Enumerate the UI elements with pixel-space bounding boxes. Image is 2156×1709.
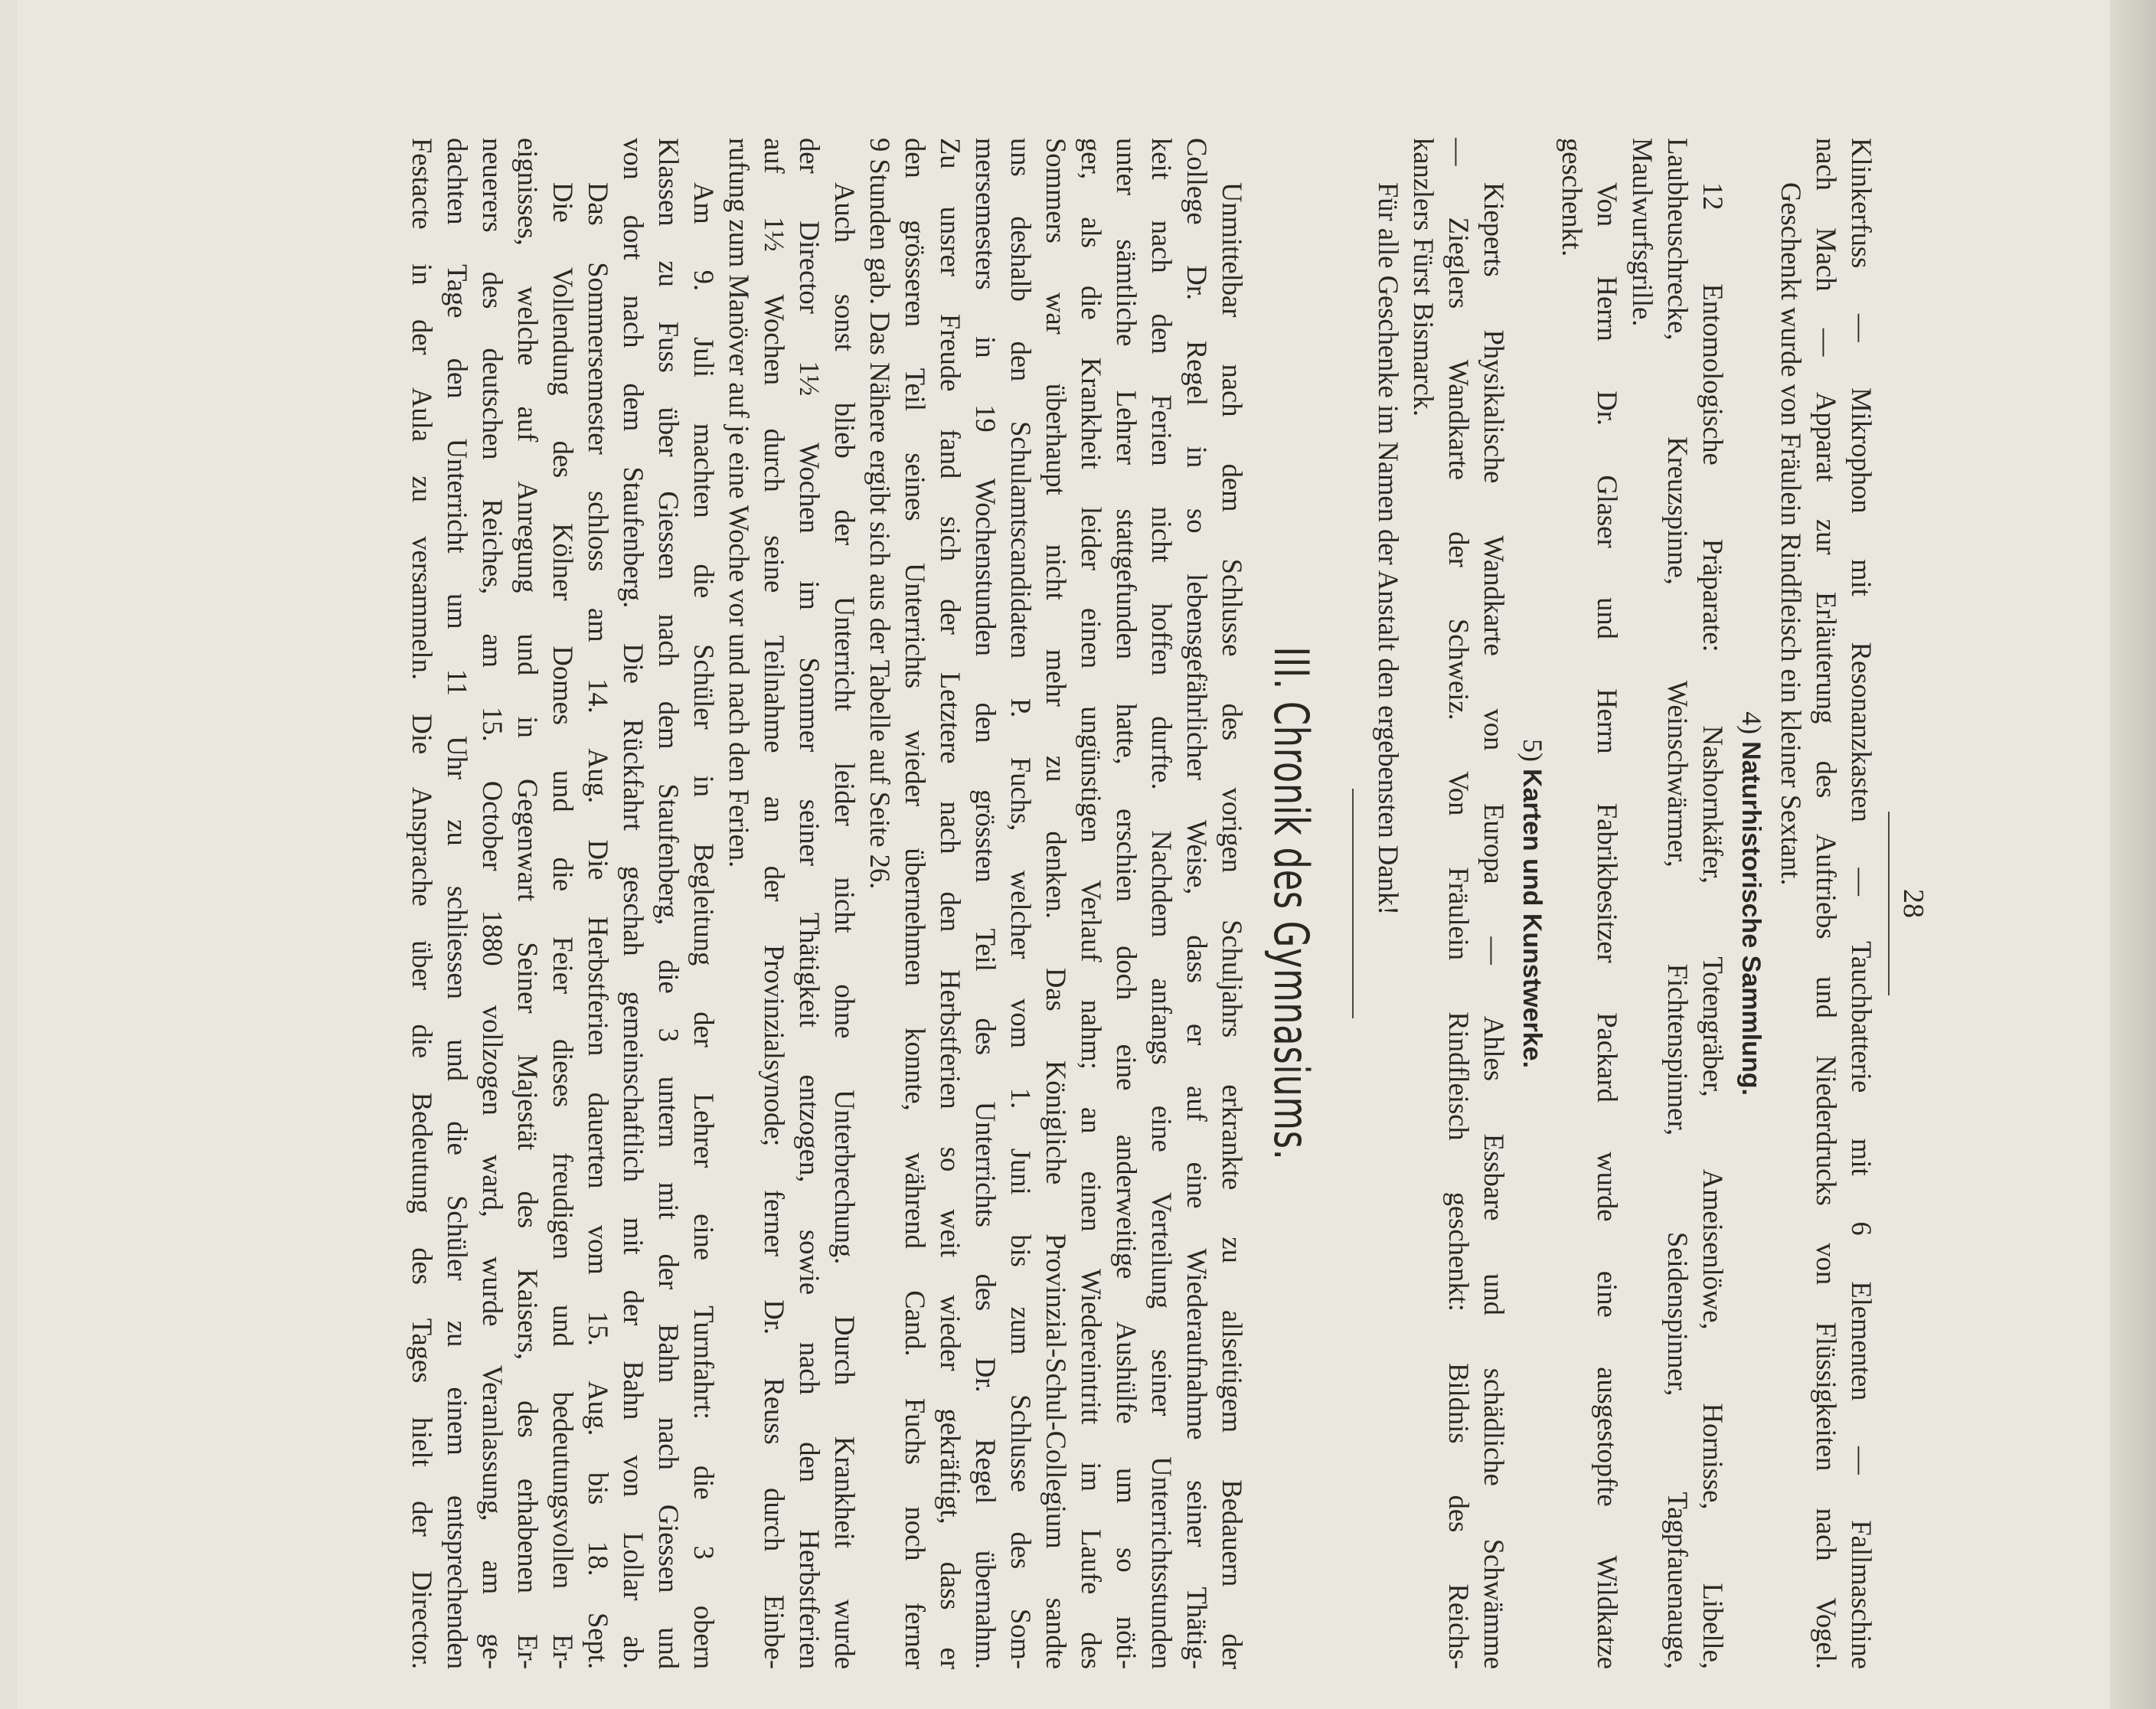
document-page <box>214 138 1937 1669</box>
text-line: geschenkt. <box>1557 138 1588 257</box>
section-number: 5) <box>1517 738 1548 762</box>
text-line: auf 1½ Wochen durch seine Teilnahme an der Provinzialsynode; ferner Dr. Reuss durch Einbe- <box>759 138 790 1669</box>
section-naturhistorische <box>1554 138 1730 1669</box>
text-line: kanzlers Fürst Bismarck. <box>1408 138 1439 417</box>
text-line: Auch sonst blieb der Unterricht leider nicht ohne Unterbrechung. Durch Krankheit wurde <box>829 182 861 1669</box>
text-line: ger, als die Krankheit leider einen ungünstigen Verlauf nahm; an einen Wiedereintritt im Laufe des <box>1076 138 1107 1669</box>
section-physics-gifts <box>1773 138 1879 1669</box>
text-line: Festacte in der Aula zu versammeln. Die Ansprache über die Bedeutung des Tages hielt der Director. <box>407 138 438 1669</box>
text-line: eignisses, welche auf Anregung und in Gegenwart Seiner Majestät des Kaisers, des erhabenen Er- <box>512 138 544 1669</box>
text-line: Das Sommersemester schloss am 14. Aug. Die Herbstferien dauerten vom 15. Aug. bis 18. Sept. <box>583 182 614 1669</box>
text-line: der Director 1½ Wochen im Sommer seiner Thätigkeit entzogen, sowie nach den Herbstferien <box>794 138 825 1669</box>
text-line: College Dr. Regel in so lebensgefährlicher Weise, dass er auf eine Wiederaufnahme seiner Thätig- <box>1181 138 1213 1669</box>
text-line: rufung zum Manöver auf je eine Woche vor und nach den Ferien. <box>724 138 755 868</box>
text-line: keit nach den Ferien nicht hoffen durfte. Nachdem anfangs eine Verteilung seiner Unterrichtsstunden <box>1146 138 1178 1669</box>
page-number: 28 <box>1897 889 1929 918</box>
section-karten <box>1370 138 1511 1669</box>
text-line: Die Vollendung des Kölner Domes und die Feier dieses freudigen und bedeutungsvollen Er- <box>547 182 579 1669</box>
text-line: unter sämtliche Lehrer stattgefunden hatte, erschien doch eine anderweitige Aushülfe um so nöti- <box>1111 138 1142 1669</box>
section-heading-karten <box>1511 138 1554 1669</box>
text-line: Laubheuschrecke, Kreuzspinne, Weinschwärmer, Fichtenspinner, Seidenspinner, Tagpfauenauge, <box>1662 138 1694 1669</box>
text-line: uns deshalb den Schulamtscandidaten P. Fuchs, welcher vom 1. Juni bis zum Schlusse des Som- <box>1005 138 1037 1669</box>
text-line: Klassen zu Fuss über Giessen nach dem Staufenberg, die 3 untern mit der Bahn nach Giessen und <box>653 138 684 1669</box>
text-line: dachten Tage den Unterricht um 11 Uhr zu schliessen und die Schüler zu einem entsprechenden <box>442 138 473 1669</box>
section-title: Naturhistorische Sammlung. <box>1736 741 1766 1096</box>
text-line: 9 Stunden gab. Das Nähere ergibt sich aus der Tabelle auf Seite 26. <box>864 138 896 890</box>
text-line: Unmittelbar nach dem Schlusse des vorigen Schuljahrs erkrankte zu allseitigem Bedauern der <box>1217 182 1248 1669</box>
text-line: Von Herrn Dr. Glaser und Herrn Fabrikbesitzer Packard wurde eine ausgestopfte Wildkatze <box>1592 182 1623 1669</box>
page-edge-shadow <box>2110 0 2156 1709</box>
text-line: 12 Entomologische Präparate: Nashornkäfer, Totengräber, Ameisenlöwe, Hornisse, Libelle, <box>1697 182 1729 1669</box>
text-line: den grösseren Teil seines Unterrichts wieder übernehmen konnte, während Cand. Fuchs noch ferner <box>900 138 931 1669</box>
text-line: Zu unsrer Freude fand sich der Letztere nach den Herbstferien so weit wieder gekräftigt, dass er <box>935 138 966 1669</box>
text-line: Sommers war überhaupt nicht mehr zu denken. Das Königliche Provinzial-Schul-Collegium sandte <box>1040 138 1072 1669</box>
text-line: von dort nach dem Staufenberg. Die Rückfahrt geschah gemeinschaftlich mit der Bahn von Lollar ab. <box>618 138 649 1669</box>
text-line: Klinkerfuss — Mikrophon mit Resonanzkasten — Tauchbatterie mit 6 Elementen — Fallmaschine <box>1846 138 1877 1669</box>
section-number: 4) <box>1736 711 1767 735</box>
text-line: neuerers des deutschen Reiches, am 15. October 1880 vollzogen ward, wurde Veranlassung, am ge- <box>477 138 508 1669</box>
section-title: Karten und Kunstwerke. <box>1517 768 1547 1069</box>
text-line: nach Mach — Apparat zur Erläuterung des Auftriebs und Niederdrucks von Flüssigkeiten nach Vogel. <box>1811 138 1842 1669</box>
section-divider <box>1352 789 1354 1018</box>
chapter-chronik-body <box>404 138 1250 1669</box>
text-line: mersemesters in 19 Wochenstunden den grössten Teil des Unterrichts des Dr. Regel übernahm. <box>970 138 1001 1669</box>
text-line: Kieperts Physikalische Wandkarte von Europa — Ahles Essbare und schädliche Schwämme <box>1478 182 1510 1669</box>
section-heading-naturhistorische <box>1730 138 1773 1669</box>
text-line: Für alle Geschenke im Namen der Anstalt den ergebensten Dank! <box>1373 182 1404 916</box>
text-line: Maulwurfsgrille. <box>1627 138 1658 327</box>
chapter-title: III. Chronik des Gymnasiums. <box>1263 646 1319 1161</box>
text-line: — Zieglers Wandkarte der Schweiz. Von Fräulein Rindfleisch geschenkt: Bildnis des Reichs- <box>1443 138 1475 1669</box>
text-line: Geschenkt wurde von Fräulein Rindfleisch ein kleiner Sextant. <box>1775 182 1807 886</box>
text-line: Am 9. Juli machten die Schüler in Begleitung der Lehrer eine Turnfahrt: die 3 obern <box>688 182 720 1669</box>
